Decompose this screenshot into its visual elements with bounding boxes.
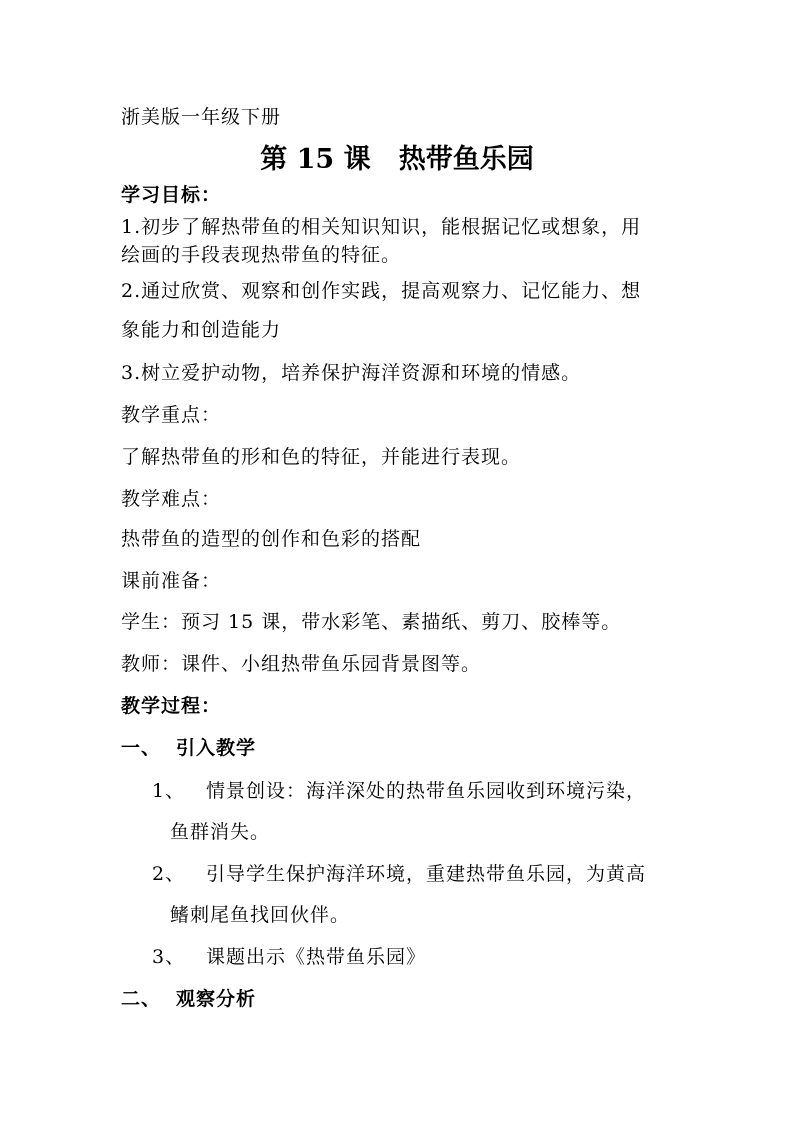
process-step [152,779,646,803]
prep-heading: 课前准备： [121,570,222,592]
part-number: 一、 [121,737,162,759]
objective-line: 绘画的手段表现热带鱼的特征。 [121,244,402,266]
step-text: 情景创设：海洋深处的热带鱼乐园收到环境污染， [206,780,647,802]
part-label: 引入教学 [176,737,257,759]
key-point-text: 了解热带鱼的形和色的特征，并能进行表现。 [121,446,522,468]
objective-line: 2.通过欣赏、观察和创作实践，提高观察力、记忆能力、想 [121,280,642,302]
step-text: 课题出示《热带鱼乐园》 [206,946,427,968]
difficulty-text: 热带鱼的造型的创作和色彩的搭配 [121,528,422,550]
process-step [152,862,646,886]
step-text-continued: 鳍刺尾鱼找回伙伴。 [170,904,351,926]
step-text-continued: 鱼群消失。 [170,821,271,843]
step-text: 引导学生保护海洋环境，重建热带鱼乐园，为黄高 [206,863,647,885]
process-part-1 [121,736,256,760]
step-number: 2、 [152,863,186,885]
part-number: 二、 [121,988,162,1010]
objective-line: 象能力和创造能力 [121,319,282,341]
part-label: 观察分析 [176,988,257,1010]
key-point-heading: 教学重点： [121,404,222,426]
prep-teacher: 教师：课件、小组热带鱼乐园背景图等。 [121,653,482,675]
objectives-heading: 学习目标： [121,184,222,206]
step-number: 3、 [152,946,186,968]
process-part-2 [121,987,256,1011]
textbook-label: 浙美版一年级下册 [121,106,282,128]
prep-students: 学生：预习 15 课，带水彩笔、素描纸、剪刀、胶棒等。 [121,611,622,633]
process-heading: 教学过程： [121,695,222,717]
process-step [152,945,426,969]
lesson-title: 第 15 课 热带鱼乐园 [260,144,534,175]
difficulty-heading: 教学难点： [121,488,222,510]
step-number: 1、 [152,780,186,802]
objective-line: 1.初步了解热带鱼的相关知识知识，能根据记忆或想象，用 [121,216,642,238]
objective-line: 3.树立爱护动物，培养保护海洋资源和环境的情感。 [121,362,582,384]
